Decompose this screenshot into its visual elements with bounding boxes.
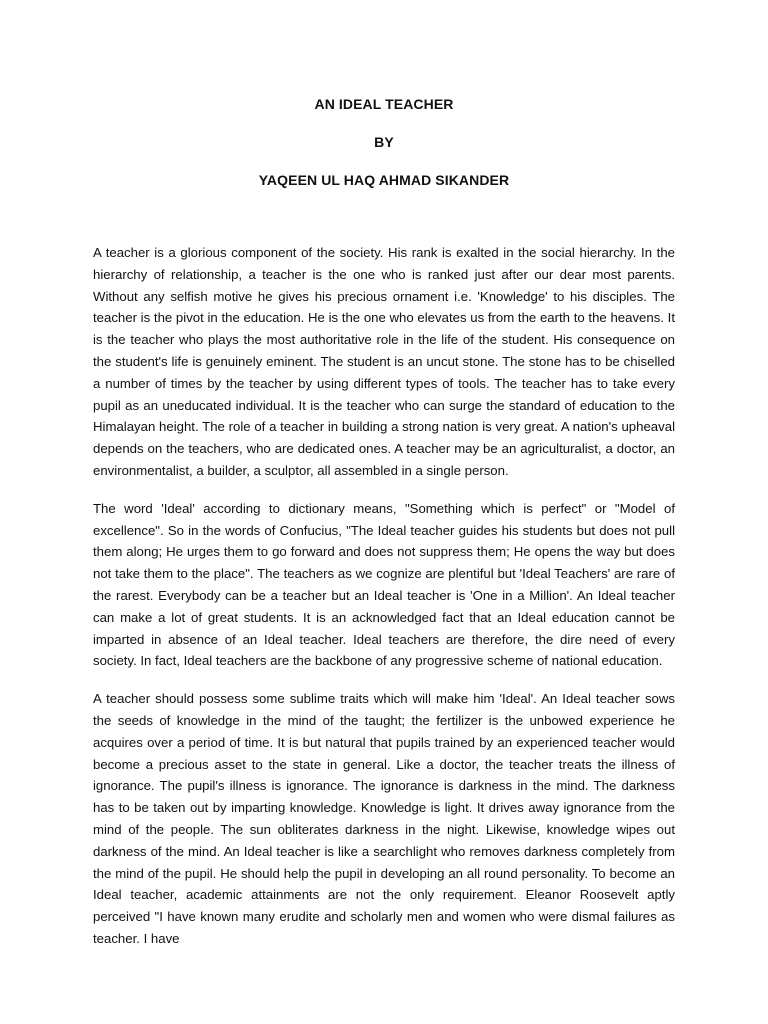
- paragraph-2: The word 'Ideal' according to dictionary means, "Something which is perfect" or "Model of excellence". So in the words of Confucius, "The Ideal teacher guides his students but does not pull them along; He urges them to go forward and does not suppress them; He opens the way but does not take them to the place". The teachers as we cognize are plentiful but 'Ideal Teachers' are rare of the rarest. Everybody can be a teacher but an Ideal teacher is 'One in a Million'. An Ideal teacher can make a lot of great students. It is an acknowledged fact that an Ideal education cannot be imparted in absence of an Ideal teacher. Ideal teachers are therefore, the dire need of every society. In fact, Ideal teachers are the backbone of any progressive scheme of national education.: [93, 500, 675, 669]
- author-name: YAQEEN UL HAQ AHMAD SIKANDER: [258, 172, 510, 188]
- paragraph-1: A teacher is a glorious component of the society. His rank is exalted in the social hierarchy. In the hierarchy of relationship, a teacher is the one who is ranked just after our dear most parents. Without any selfish motive he gives his precious ornament i.e. 'Knowledge' to his disciples. The teacher is the pivot in the education. He is the one who elevates us from the earth to the heavens. It is the teacher who plays the most authoritative role in the life of the student. His consequence on the student's life is genuinely eminent. The student is an uncut stone. The stone has to be chiselled a number of times by the teacher by using different types of tools. The teacher has to take every pupil as an uneducated individual. It is the teacher who can surge the standard of education to the Himalayan height. The role of a teacher in building a strong nation is very great. A nation's upheaval depends on the teachers, who are dedicated ones. A teacher may be an agriculturalist, a doctor, an environmentalist, a builder, a sculptor, all assembled in a single person.: [93, 245, 675, 478]
- byline-label: BY: [374, 134, 394, 150]
- paragraph-3: A teacher should possess some sublime traits which will make him 'Ideal'. An Ideal teacher sows the seeds of knowledge in the mind of the taught; the fertilizer is the unbowed experience he acquires over a period of time. It is but natural that pupils trained by an experienced teacher would become a precious asset to the state in general. Like a doctor, the teacher treats the illness of ignorance. The pupil's illness is ignorance. The ignorance is darkness in the mind. The darkness has to be taken out by imparting knowledge. Knowledge is light. It drives away ignorance from the mind of the people. The sun obliterates darkness in the night. Likewise, knowledge wipes out darkness of the mind. An Ideal teacher is like a searchlight who removes darkness completely from the mind of the pupil. He should help the pupil in developing an all round personality. To become an Ideal teacher, academic attainments are not the only requirement. Eleanor Roosevelt aptly perceived "I have known many erudite and scholarly men and women who were dismal failures as teacher. I have: [93, 691, 675, 946]
- document-title: AN IDEAL TEACHER: [314, 96, 454, 112]
- document-body: [93, 242, 675, 966]
- title-block: [0, 94, 768, 190]
